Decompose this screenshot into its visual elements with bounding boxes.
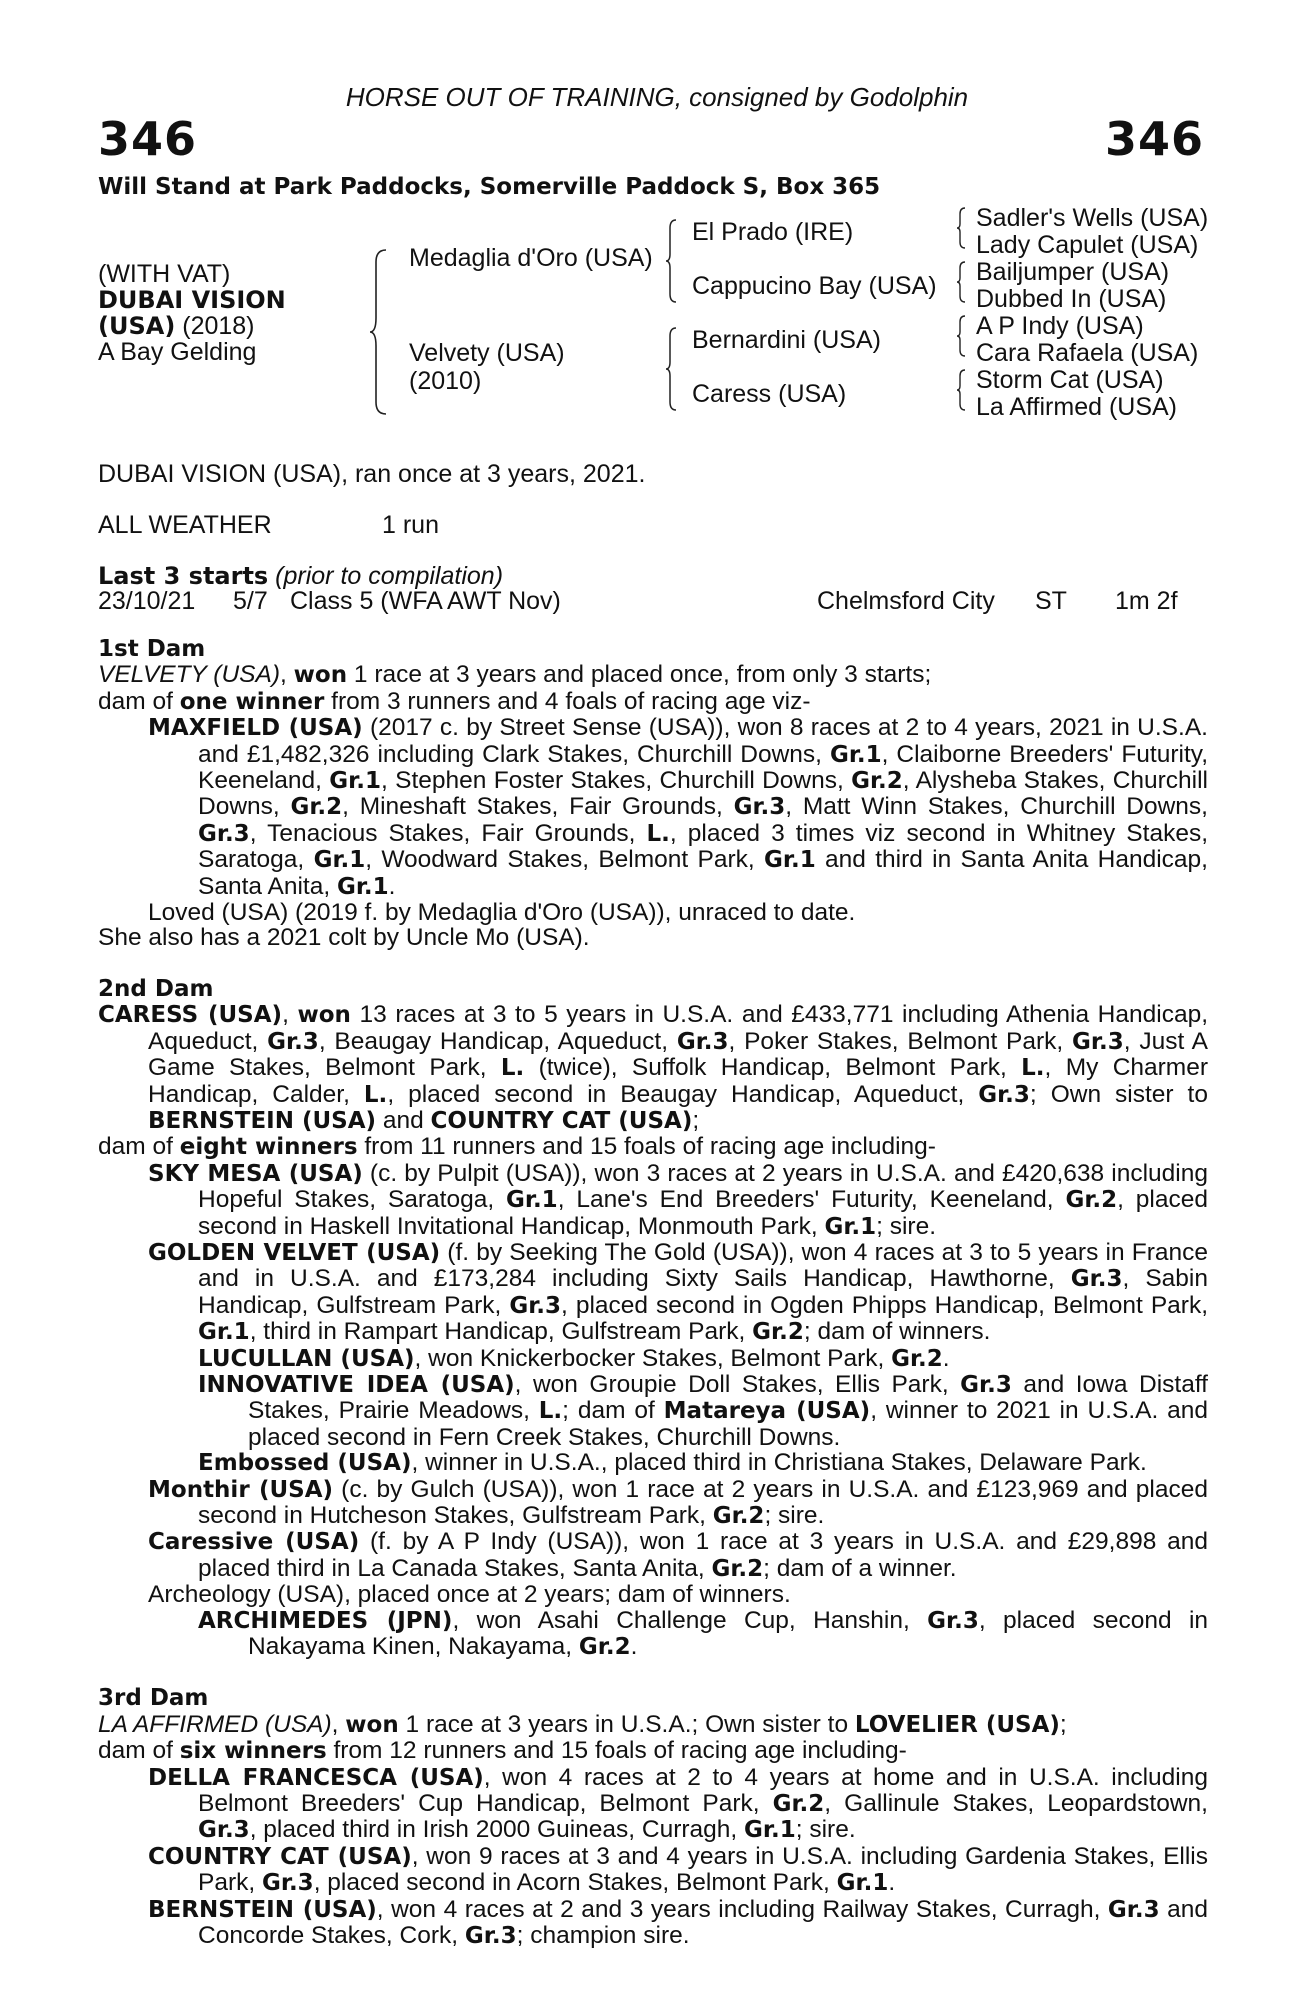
first-dam-produce: dam of one winner from 3 runners and 4 foals of racing age viz-: [98, 687, 811, 715]
sire-line-brace: [664, 218, 678, 304]
g3-brace-4: [955, 368, 967, 412]
stand-location: Will Stand at Park Paddocks, Somerville Paddock S, Box 365: [98, 174, 881, 200]
start-race: Class 5 (WFA AWT Nov): [290, 587, 561, 615]
surface-value: 1 run: [382, 511, 439, 539]
lot-number-right: 346: [1104, 112, 1204, 166]
pedigree-brace: [368, 248, 388, 416]
start-position: 5/7: [233, 587, 268, 615]
dam-name: Velvety (USA): [409, 339, 565, 367]
last-starts-heading: Last 3 starts (prior to compilation): [98, 562, 504, 590]
third-dam-text: LA AFFIRMED (USA), won 1 race at 3 years in U.S.A.; Own sister to LOVELIER (USA);: [98, 1710, 1067, 1738]
start-distance: 1m 2f: [1115, 587, 1178, 615]
second-dam-produce: dam of eight winners from 11 runners and 15 foals of racing age including-: [98, 1133, 936, 1161]
g3-8: La Affirmed (USA): [976, 393, 1178, 421]
g3-7: Storm Cat (USA): [976, 366, 1164, 394]
embossed-entry: Embossed (USA), winner in U.S.A., placed third in Christiana Stakes, Delaware Park.: [198, 1449, 1147, 1477]
horse-origin-year: (USA) (2018): [98, 312, 255, 340]
start-course: Chelmsford City: [817, 587, 995, 615]
horse-name: DUBAI VISION: [98, 286, 286, 314]
start-date: 23/10/21: [98, 587, 196, 615]
archeology-entry: Archeology (USA), placed once at 2 years; dam of winners.: [148, 1581, 791, 1609]
dam-line-brace: [664, 326, 678, 412]
country-cat-entry: COUNTRY CAT (USA), won 9 races at 3 and 4 years in U.S.A. including Gardenia Stakes, Ellis Park, Gr.3, placed second in Acorn Stakes, Belmont Park, Gr.1.: [148, 1842, 1208, 1897]
g3-4: Dubbed In (USA): [976, 285, 1167, 313]
dam-sire: Bernardini (USA): [692, 326, 881, 354]
sire-sire: El Prado (IRE): [692, 218, 854, 246]
vat-note: (WITH VAT): [98, 260, 231, 288]
third-dam-produce: dam of six winners from 12 runners and 15 foals of racing age including-: [98, 1737, 907, 1765]
bernstein-entry: BERNSTEIN (USA), won 4 races at 2 and 3 years including Railway Stakes, Curragh, Gr.3 and Concorde Stakes, Cork, Gr.3; champion sire.: [148, 1895, 1209, 1950]
dam-year: (2010): [409, 367, 482, 395]
second-dam-text: CARESS (USA), won 13 races at 3 to 5 years in U.S.A. and £433,771 including Athenia Handicap, Aqueduct, Gr.3, Beaugay Handicap, Aqueduct, Gr.3, Poker Stakes, Belmont Park, Gr.3, Just A Game Stakes, Belmont Park, L. (twice), Suffolk Handicap, Belmont Park, L., My Charmer Handicap, Calder, L., placed second in Beaugay Handicap, Aqueduct, Gr.3; Own sister to BERNSTEIN (USA) and COUNTRY CAT (USA);: [98, 1001, 1209, 1134]
caressive-entry: Caressive (USA) (f. by A P Indy (USA)), won 1 race at 3 years in U.S.A. and £29,898 and placed third in La Canada Stakes, Santa Anita, Gr.2; dam of a winner.: [148, 1528, 1208, 1582]
archimedes-entry: ARCHIMEDES (JPN), won Asahi Challenge Cup, Hanshin, Gr.3, placed second in Nakayama Kinen, Nakayama, Gr.2.: [198, 1606, 1209, 1661]
lucullan-entry: LUCULLAN (USA), won Knickerbocker Stakes, Belmont Park, Gr.2.: [198, 1344, 950, 1372]
innovative-idea-entry: INNOVATIVE IDEA (USA), won Groupie Doll Stakes, Ellis Park, Gr.3 and Iowa Distaff Stakes, Prairie Meadows, L.; dam of Matareya (USA), winner to 2021 in U.S.A. and placed second in Fern Creek Stakes, Churchill Downs.: [198, 1370, 1209, 1451]
della-francesca-entry: DELLA FRANCESCA (USA), won 4 races at 2 to 4 years at home and in U.S.A. including Belmont Breeders' Cup Handicap, Belmont Park, Gr.2, Gallinule Stakes, Leopardstown, Gr.3, placed third in Irish 2000 Guineas, Curragh, Gr.1; sire.: [148, 1763, 1208, 1844]
g3-brace-3: [955, 314, 967, 358]
first-dam-heading: 1st Dam: [98, 636, 206, 662]
race-summary: DUBAI VISION (USA), ran once at 3 years, 2021.: [98, 460, 646, 488]
dam-dam: Caress (USA): [692, 380, 847, 408]
second-dam-heading: 2nd Dam: [98, 975, 214, 1002]
surface-label: ALL WEATHER: [98, 511, 272, 539]
third-dam-heading: 3rd Dam: [98, 1685, 209, 1712]
g3-5: A P Indy (USA): [976, 312, 1144, 340]
first-dam-text: VELVETY (USA), won 1 race at 3 years and placed once, from only 3 starts;: [98, 661, 932, 689]
horse-description: A Bay Gelding: [98, 338, 257, 366]
g3-6: Cara Rafaela (USA): [976, 339, 1199, 367]
sky-mesa-entry: SKY MESA (USA) (c. by Pulpit (USA)), won 3 races at 2 years in U.S.A. and £420,638 including Hopeful Stakes, Saratoga, Gr.1, Lane's End Breeders' Futurity, Keeneland, Gr.2, placed second in Haskell Invitational Handicap, Monmouth Park, Gr.1; sire.: [148, 1159, 1208, 1240]
g3-brace-2: [955, 260, 967, 304]
lot-number-left: 346: [98, 112, 198, 166]
sire-dam: Cappucino Bay (USA): [692, 272, 937, 300]
produce-record: [98, 637, 1208, 1950]
golden-velvet-entry: GOLDEN VELVET (USA) (f. by Seeking The Gold (USA)), won 4 races at 3 to 5 years in France and in U.S.A. and £173,284 including Sixty Sails Handicap, Hawthorne, Gr.3, Sabin Handicap, Gulfstream Park, Gr.3, placed second in Ogden Phipps Handicap, Belmont Park, Gr.1, third in Rampart Handicap, Gulfstream Park, Gr.2; dam of winners.: [148, 1238, 1209, 1346]
page-header: HORSE OUT OF TRAINING, consigned by Godolphin: [345, 82, 969, 112]
g3-3: Bailjumper (USA): [976, 258, 1170, 286]
loved-entry: Loved (USA) (2019 f. by Medaglia d'Oro (USA)), unraced to date.: [148, 899, 856, 927]
maxfield-entry: MAXFIELD (USA) (2017 c. by Street Sense (USA)), won 8 races at 2 to 4 years, 2021 in U.S.A. and £1,482,326 including Clark Stakes, Churchill Downs, Gr.1, Claiborne Breeders' Futurity, Keeneland, Gr.1, Stephen Foster Stakes, Churchill Downs, Gr.2, Alysheba Stakes, Churchill Downs, Gr.2, Mineshaft Stakes, Fair Grounds, Gr.3, Matt Winn Stakes, Churchill Downs, Gr.3, Tenacious Stakes, Fair Grounds, L., placed 3 times viz second in Whitney Stakes, Saratoga, Gr.1, Woodward Stakes, Belmont Park, Gr.1 and third in Santa Anita Handicap, Santa Anita, Gr.1.: [148, 714, 1208, 900]
g3-1: Sadler's Wells (USA): [976, 204, 1209, 232]
sire-name: Medaglia d'Oro (USA): [409, 244, 653, 272]
colt-note: She also has a 2021 colt by Uncle Mo (USA).: [98, 924, 590, 952]
g3-brace-1: [955, 206, 967, 250]
start-going: ST: [1035, 587, 1067, 615]
g3-2: Lady Capulet (USA): [976, 231, 1199, 259]
monthir-entry: Monthir (USA) (c. by Gulch (USA)), won 1 race at 2 years in U.S.A. and £123,969 and placed second in Hutcheson Stakes, Gulfstream Park, Gr.2; sire.: [148, 1475, 1208, 1529]
